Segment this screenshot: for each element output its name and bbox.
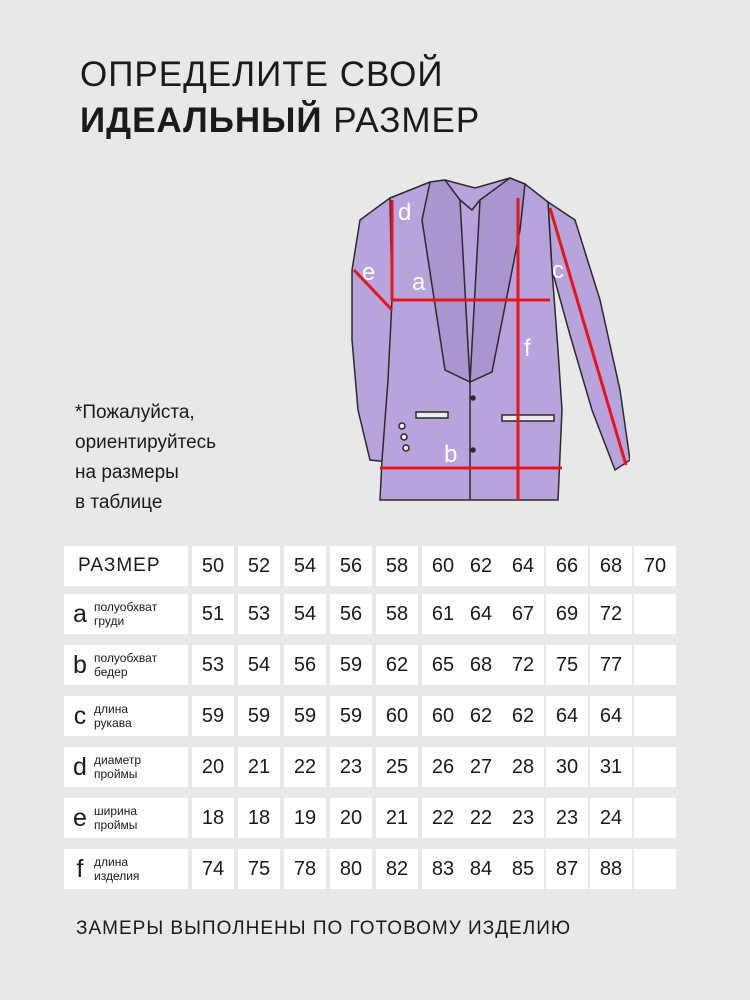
row-label <box>64 696 188 736</box>
measure-label-a: a <box>412 269 426 296</box>
row-letter: c <box>73 701 87 730</box>
size-note <box>75 398 335 518</box>
table-cell: 31 <box>590 747 632 787</box>
header-label-text: РАЗМЕР <box>78 555 161 576</box>
page-title <box>80 52 480 144</box>
size-header: 64 <box>502 546 544 586</box>
row-label <box>64 645 188 685</box>
table-cell: 54 <box>284 594 326 634</box>
row-label <box>64 849 188 889</box>
row-description-line-2: груди <box>94 614 125 628</box>
title-line-1: ОПРЕДЕЛИТЕ СВОЙ <box>80 55 444 94</box>
table-cell: 85 <box>502 849 544 889</box>
row-description <box>94 651 157 679</box>
size-header: 56 <box>330 546 372 586</box>
row-label <box>64 798 188 838</box>
table-cell: 20 <box>192 747 234 787</box>
row-description-line-2: проймы <box>94 818 138 832</box>
measure-label-b: b <box>444 441 458 468</box>
row-label <box>64 594 188 634</box>
row-letter: a <box>73 599 87 628</box>
measure-label-d: d <box>398 199 412 226</box>
title-bold-word: ИДЕАЛЬНЫЙ <box>80 101 323 140</box>
table-cell: 75 <box>238 849 280 889</box>
table-cell: 60 <box>376 696 418 736</box>
table-header-label <box>64 546 188 586</box>
table-cell: 30 <box>546 747 588 787</box>
table-cell: 59 <box>238 696 280 736</box>
table-cell: 21 <box>376 798 418 838</box>
table-cell: 18 <box>238 798 280 838</box>
row-description-line-1: длина <box>94 855 129 869</box>
table-cell: 26 <box>422 747 464 787</box>
table-cell: 58 <box>376 594 418 634</box>
row-letter: e <box>73 803 87 832</box>
size-header: 66 <box>546 546 588 586</box>
table-cell: 61 <box>422 594 464 634</box>
table-cell: 53 <box>192 645 234 685</box>
table-cell <box>634 594 676 634</box>
table-cell: 59 <box>284 696 326 736</box>
row-description-line-1: полуобхват <box>94 600 158 614</box>
jacket-illustration <box>330 160 630 510</box>
table-cell: 62 <box>502 696 544 736</box>
table-cell <box>634 645 676 685</box>
table-cell: 87 <box>546 849 588 889</box>
note-line-3: на размеры <box>75 462 179 483</box>
size-header: 70 <box>634 546 676 586</box>
table-cell: 62 <box>376 645 418 685</box>
table-cell: 23 <box>330 747 372 787</box>
table-cell <box>634 849 676 889</box>
size-header: 52 <box>238 546 280 586</box>
table-cell: 59 <box>330 645 372 685</box>
title-rest-word: РАЗМЕР <box>333 101 481 140</box>
table-cell: 51 <box>192 594 234 634</box>
note-line-2: ориентируйтесь <box>75 432 217 453</box>
row-letter: b <box>73 650 87 679</box>
table-cell: 54 <box>238 645 280 685</box>
row-description-line-1: полуобхват <box>94 651 158 665</box>
table-cell: 19 <box>284 798 326 838</box>
table-cell: 64 <box>546 696 588 736</box>
table-cell: 23 <box>502 798 544 838</box>
title-line-2 <box>80 98 480 144</box>
table-cell: 75 <box>546 645 588 685</box>
table-cell: 20 <box>330 798 372 838</box>
row-description-line-2: проймы <box>94 767 138 781</box>
row-label <box>64 747 188 787</box>
table-cell: 24 <box>590 798 632 838</box>
table-cell: 83 <box>422 849 464 889</box>
table-cell: 22 <box>284 747 326 787</box>
table-cell: 21 <box>238 747 280 787</box>
row-description-line-1: длина <box>94 702 129 716</box>
table-cell: 62 <box>460 696 502 736</box>
row-description <box>94 804 137 832</box>
table-cell <box>634 798 676 838</box>
table-cell: 82 <box>376 849 418 889</box>
table-cell: 27 <box>460 747 502 787</box>
measure-label-f: f <box>524 335 531 362</box>
size-header: 62 <box>460 546 502 586</box>
row-description-line-1: ширина <box>94 804 138 818</box>
table-cell: 56 <box>284 645 326 685</box>
measure-label-e: e <box>362 259 376 286</box>
row-description <box>94 855 139 883</box>
row-description-line-2: изделия <box>94 869 140 883</box>
table-cell: 72 <box>502 645 544 685</box>
row-description-line-1: диаметр <box>94 753 142 767</box>
table-cell: 53 <box>238 594 280 634</box>
table-cell: 22 <box>460 798 502 838</box>
table-cell: 77 <box>590 645 632 685</box>
table-cell: 80 <box>330 849 372 889</box>
table-cell: 56 <box>330 594 372 634</box>
table-cell: 25 <box>376 747 418 787</box>
size-header: 54 <box>284 546 326 586</box>
row-description <box>94 600 157 628</box>
row-letter: d <box>73 752 87 781</box>
table-cell: 59 <box>330 696 372 736</box>
note-line-4: в таблице <box>75 492 163 513</box>
table-cell: 60 <box>422 696 464 736</box>
size-header: 50 <box>192 546 234 586</box>
table-cell: 28 <box>502 747 544 787</box>
table-cell: 69 <box>546 594 588 634</box>
table-cell: 68 <box>460 645 502 685</box>
table-cell <box>634 696 676 736</box>
row-description-line-2: рукава <box>94 716 132 730</box>
table-cell: 88 <box>590 849 632 889</box>
table-cell: 64 <box>460 594 502 634</box>
table-cell <box>634 747 676 787</box>
row-description <box>94 753 141 781</box>
size-header: 60 <box>422 546 464 586</box>
row-description <box>94 702 132 730</box>
table-cell: 74 <box>192 849 234 889</box>
table-cell: 22 <box>422 798 464 838</box>
size-header: 68 <box>590 546 632 586</box>
table-cell: 65 <box>422 645 464 685</box>
table-cell: 67 <box>502 594 544 634</box>
measure-label-c: c <box>552 257 564 284</box>
row-description-line-2: бедер <box>94 665 128 679</box>
row-letter: f <box>76 854 84 883</box>
footer-note: ЗАМЕРЫ ВЫПОЛНЕНЫ ПО ГОТОВОМУ ИЗДЕЛИЮ <box>76 918 572 939</box>
table-cell: 64 <box>590 696 632 736</box>
table-cell: 72 <box>590 594 632 634</box>
table-cell: 18 <box>192 798 234 838</box>
size-header: 58 <box>376 546 418 586</box>
table-cell: 78 <box>284 849 326 889</box>
table-cell: 59 <box>192 696 234 736</box>
table-cell: 84 <box>460 849 502 889</box>
note-line-1: *Пожалуйста, <box>75 402 195 423</box>
table-cell: 23 <box>546 798 588 838</box>
